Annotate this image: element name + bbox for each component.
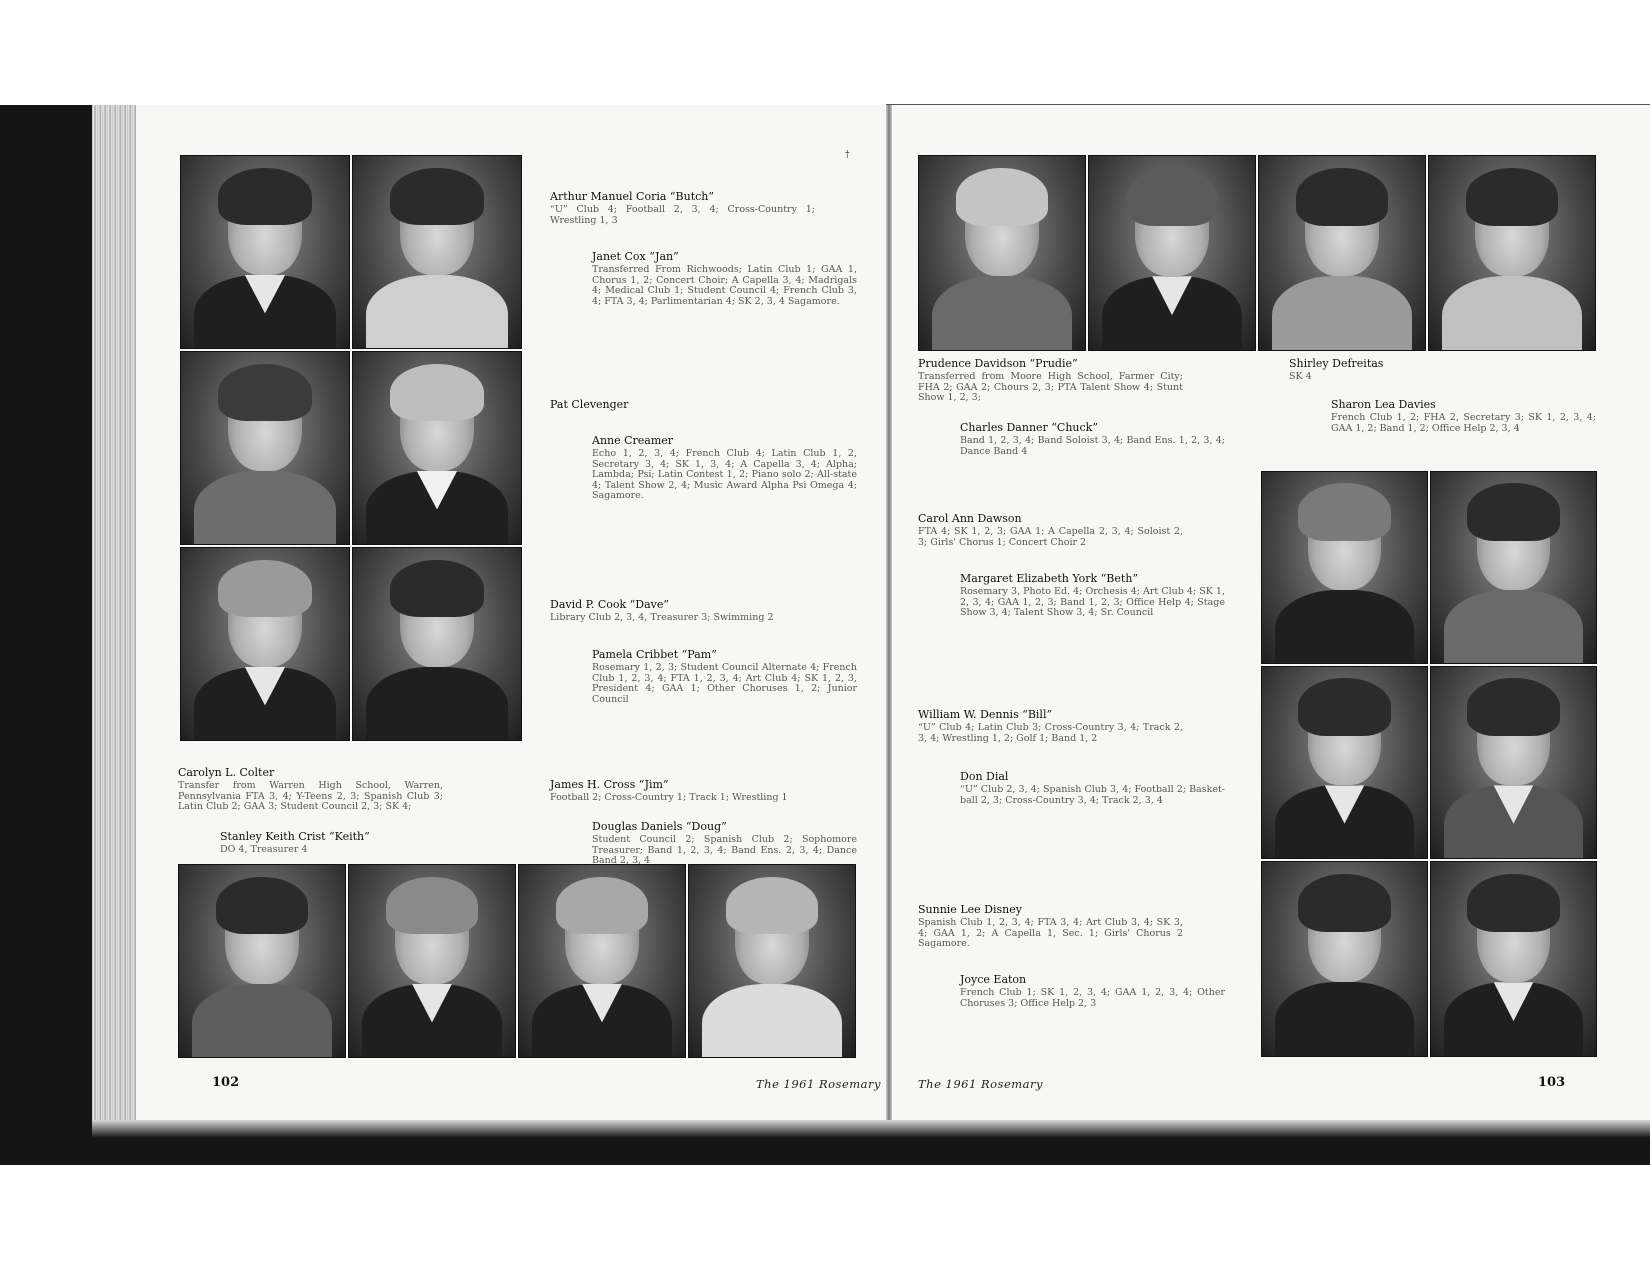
page-number-left: 102 [212, 1075, 240, 1090]
portrait-photo [518, 864, 686, 1058]
student-name: Anne Creamer [592, 434, 674, 447]
portrait-photo [352, 155, 522, 349]
student-name: Sunnie Lee Disney [918, 903, 1022, 916]
portrait-photo [352, 351, 522, 545]
student-activities: French Club 1; SK 1, 2, 3, 4; GAA 1, 2, 3, 4; Other Choruses 3; Office Help 2, 3 [960, 987, 1225, 1009]
student-activities: Rosemary 1, 2, 3; Student Council Alternate 4; French Club 1, 2, 3, 4; FTA 1, 2, 3, 4; Art Club 4; SK 1, 2, 3, President 4; GAA 1; Other Choruses 1, 2; Junior Council [592, 662, 857, 705]
portrait-photo [1428, 155, 1596, 351]
portrait-photo [688, 864, 856, 1058]
student-name: Pamela Cribbet “Pam” [592, 648, 717, 661]
portrait-photo [1430, 666, 1597, 859]
scan-shadow-left [0, 105, 92, 1165]
student-activities: Transferred From Richwoods; Latin Club 1; GAA 1, Chorus 1, 2; Concert Choir; A Capella 3, 4; Madrigals 4; Medical Club 1; Student Council 4; French Club 3, 4; FTA 3, 4; Parlimentarian 4; SK 2, 3, 4 Sagamore. [592, 264, 857, 307]
portrait-photo [1430, 861, 1597, 1057]
student-entry [178, 766, 443, 813]
student-name: William W. Dennis “Bill” [918, 708, 1053, 721]
portrait-photo [178, 864, 346, 1058]
student-name: Carolyn L. Colter [178, 766, 275, 779]
portrait-photo [180, 155, 350, 349]
student-activities: Student Council 2; Spanish Club 2; Sophomore Treasurer; Band 1, 2, 3, 4; Band Ens. 2, 3, 4; Dance Band 2, 3, 4 [592, 834, 857, 866]
student-name: Pat Clevenger [550, 398, 629, 411]
student-name: Douglas Daniels “Doug” [592, 820, 727, 833]
student-activities: “U” Club 4; Latin Club 3; Cross-Country 3, 4; Track 2, 3, 4; Wrestling 1, 2; Golf 1; Band 1, 2 [918, 722, 1183, 744]
student-activities: DO 4, Treasurer 4 [220, 844, 308, 855]
student-name: Charles Danner “Chuck” [960, 421, 1098, 434]
portrait-photo [1258, 155, 1426, 351]
student-name: David P. Cook “Dave” [550, 598, 669, 611]
student-name: Margaret Elizabeth York “Beth” [960, 572, 1139, 585]
student-name: Stanley Keith Crist “Keith” [220, 830, 370, 843]
student-entry [220, 830, 460, 856]
student-entry [960, 421, 1225, 457]
student-activities: Echo 1, 2, 3, 4; French Club 4; Latin Club 1, 2, Secretary 3, 4; SK 1, 3, 4; A Capella 3, 4; Alpha; Lambda; Psi; Latin Contest 1, 2; Piano solo 2; All-state 4; Talent Show 2, 4; Music Award Alpha Psi Omega 4; Sagamore. [592, 448, 857, 501]
student-entry [918, 903, 1183, 950]
book-gutter [886, 105, 892, 1120]
portrait-photo [1430, 471, 1597, 664]
student-entry [550, 778, 815, 804]
student-name: Sharon Lea Davies [1331, 398, 1436, 411]
student-entry [918, 708, 1183, 744]
page-edges [92, 105, 136, 1125]
portrait-photo [180, 547, 350, 741]
student-activities: FTA 4; SK 1, 2, 3; GAA 1; A Capella 2, 3, 4; Soloist 2, 3; Girls' Chorus 1; Concert Choir 2 [918, 526, 1183, 548]
student-entry [1331, 398, 1596, 434]
portrait-photo [1261, 666, 1428, 859]
portrait-photo [1261, 471, 1428, 664]
student-entry [592, 250, 857, 307]
running-title-left: The 1961 Rosemary [756, 1077, 882, 1091]
student-entry [550, 598, 815, 624]
portrait-photo [180, 351, 350, 545]
portrait-photo [352, 547, 522, 741]
student-entry [592, 820, 857, 867]
student-name: Shirley Defreitas [1289, 357, 1384, 370]
student-name: Prudence Davidson “Prudie” [918, 357, 1078, 370]
portrait-photo [1261, 861, 1428, 1057]
student-name: Arthur Manuel Coria “Butch” [550, 190, 715, 203]
student-activities: Transfer from Warren High School, Warren, Pennsylvania FTA 3, 4; Y-Teens 2, 3; Spanish Club 3; Latin Club 2; GAA 3; Student Council 2, 3; SK 4; [178, 780, 443, 812]
portrait-photo [1088, 155, 1256, 351]
student-entry [592, 648, 857, 705]
student-name: Joyce Eaton [960, 973, 1027, 986]
portrait-photo [918, 155, 1086, 351]
page-number-right: 103 [1538, 1075, 1566, 1090]
student-name: Carol Ann Dawson [918, 512, 1022, 525]
top-edge-line [886, 104, 1650, 105]
student-activities: SK 4 [1289, 371, 1312, 382]
portrait-photo [348, 864, 516, 1058]
student-activities: “U” Club 2, 3, 4; Spanish Club 3, 4; Football 2; Basket-ball 2, 3; Cross-Country 3, 4; Track 2, 3, 4 [960, 784, 1225, 806]
printer-mark: † [845, 150, 850, 160]
student-entry [960, 572, 1225, 619]
student-entry [918, 357, 1183, 404]
student-entry [960, 973, 1225, 1009]
student-activities: “U” Club 4; Football 2, 3, 4; Cross-Country 1; Wrestling 1, 3 [550, 204, 815, 226]
student-entry [592, 434, 857, 502]
student-entry [918, 512, 1183, 548]
student-entry [1289, 357, 1554, 383]
student-name: James H. Cross “Jim” [550, 778, 669, 791]
student-name: Janet Cox “Jan” [592, 250, 679, 263]
student-entry [550, 190, 815, 226]
student-activities: Library Club 2, 3, 4, Treasurer 3; Swimming 2 [550, 612, 774, 623]
scan-shadow-bottom [92, 1120, 1650, 1165]
running-title-right: The 1961 Rosemary [918, 1077, 1044, 1091]
student-entry [960, 770, 1225, 806]
student-entry [550, 398, 815, 413]
student-activities: Football 2; Cross-Country 1; Track 1; Wrestling 1 [550, 792, 788, 803]
student-activities: French Club 1, 2; FHA 2, Secretary 3; SK 1, 2, 3, 4; GAA 1, 2; Band 1, 2; Office Help 2, 3, 4 [1331, 412, 1596, 434]
student-activities: Transferred from Moore High School, Farmer City; FHA 2; GAA 2; Chours 2, 3; PTA Talent Show 4; Stunt Show 1, 2, 3; [918, 371, 1183, 403]
student-activities: Band 1, 2, 3, 4; Band Soloist 3, 4; Band Ens. 1, 2, 3, 4; Dance Band 4 [960, 435, 1225, 457]
student-activities: Rosemary 3, Photo Ed. 4; Orchesis 4; Art Club 4; SK 1, 2, 3, 4; GAA 1, 2, 3; Band 1, 2, 3; Office Help 4; Stage Show 3, 4; Talent Show 3, 4; Sr. Council [960, 586, 1225, 618]
student-activities: Spanish Club 1, 2, 3, 4; FTA 3, 4; Art Club 3, 4; SK 3, 4; GAA 1, 2; A Capella 1, Sec. 1; Girls' Chorus 2 Sagamore. [918, 917, 1183, 949]
student-name: Don Dial [960, 770, 1009, 783]
